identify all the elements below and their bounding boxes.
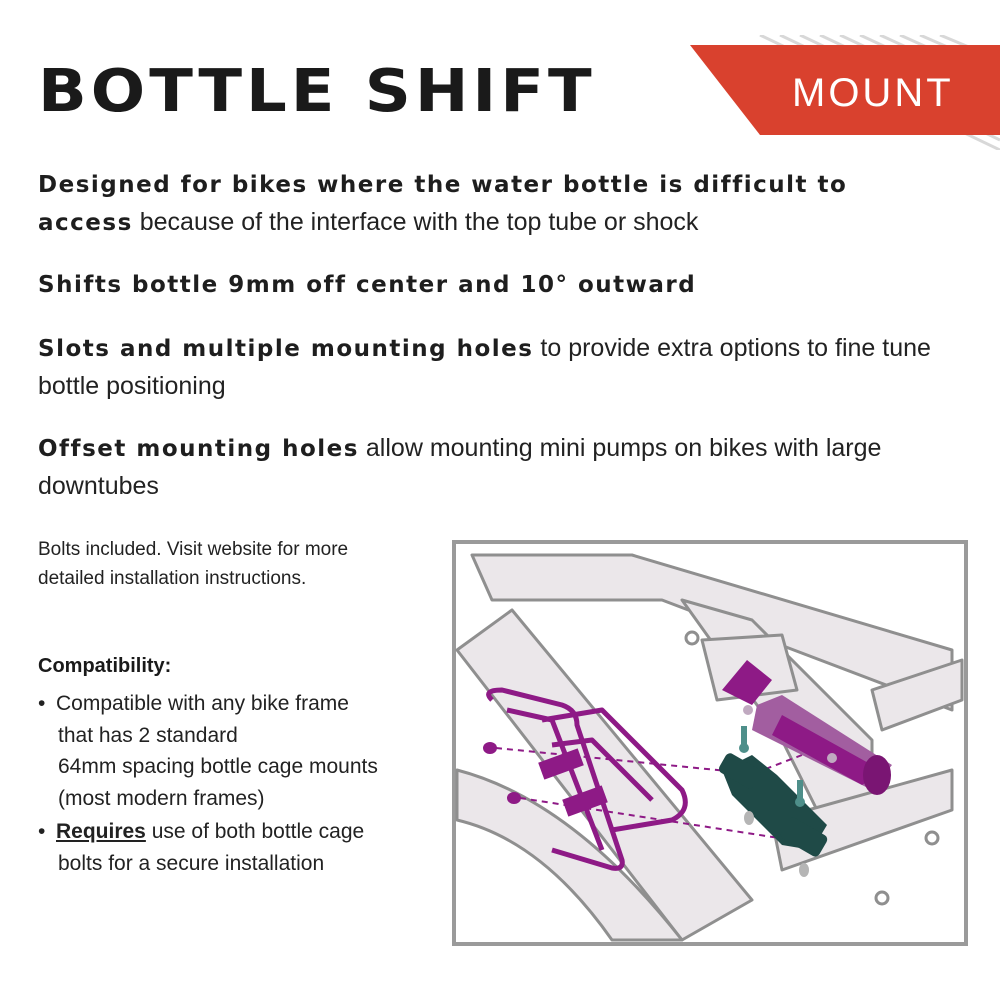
feature-text: because of the interface with the top tube or shock <box>132 208 699 236</box>
compat-line <box>56 816 458 848</box>
feature-text: allow mounting mini pumps on bikes with large downtubes <box>38 434 882 500</box>
feature-bold: Designed for bikes where the water bottle is difficult to access <box>38 172 848 236</box>
feature-bold: Slots and multiple mounting holes <box>38 336 534 362</box>
bike-frame-illustration <box>452 540 968 946</box>
requires-emphasis: Requires <box>56 820 146 843</box>
compatibility-item <box>38 688 458 814</box>
feature-offset <box>38 430 938 505</box>
feature-designed <box>38 166 938 242</box>
compat-line: that has 2 standard <box>58 723 238 747</box>
compatibility-title: Compatibility: <box>38 655 172 677</box>
note-line: Bolts included. Visit website for more <box>38 539 349 560</box>
feature-text: to provide extra options to fine tune bottle positioning <box>38 334 931 400</box>
compat-line: (most modern frames) <box>58 786 265 810</box>
installation-diagram <box>452 540 968 946</box>
feature-slots <box>38 330 938 405</box>
product-title: BOTTLE SHIFT <box>38 57 596 126</box>
feature-bold: Shifts bottle 9mm off center and 10° outward <box>38 272 697 298</box>
feature-shift <box>38 266 938 304</box>
compat-line: bolts for a secure installation <box>58 851 325 875</box>
bullet-icon: • <box>38 692 46 715</box>
compatibility-list <box>38 688 458 881</box>
bolts-note <box>38 535 438 593</box>
feature-bold: Offset mounting holes <box>38 436 359 462</box>
compat-line: Compatible with any bike frame <box>56 692 349 715</box>
category-banner <box>660 35 1000 150</box>
compat-text: use of both bottle cage <box>145 820 365 843</box>
compat-line: 64mm spacing bottle cage mounts <box>58 755 378 778</box>
compatibility-item <box>38 816 458 879</box>
note-line: detailed installation instructions. <box>38 568 307 589</box>
bullet-icon: • <box>38 820 46 843</box>
banner-label: MOUNT <box>792 71 954 115</box>
